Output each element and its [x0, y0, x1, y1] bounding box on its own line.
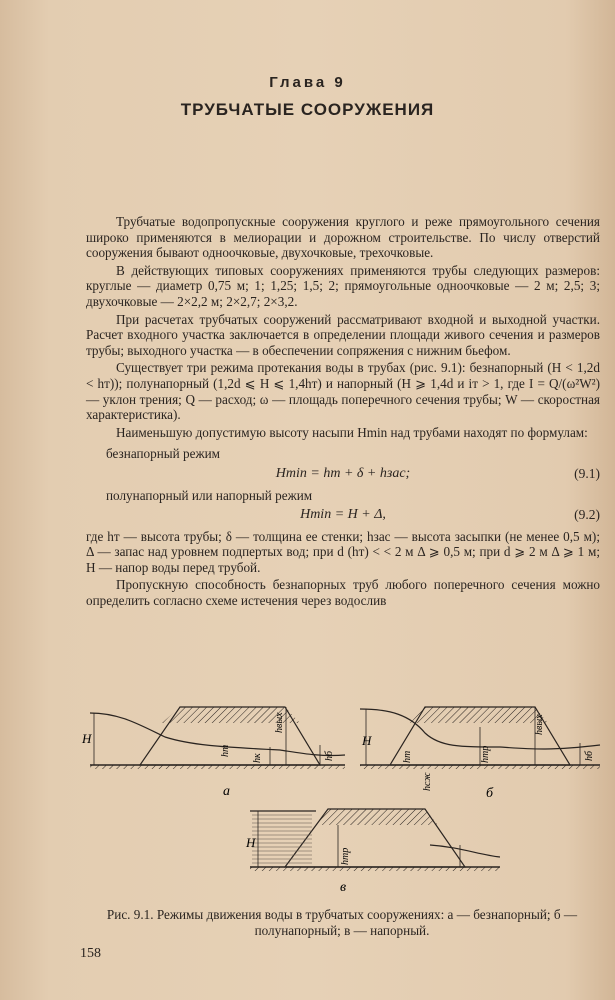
paragraph-definitions: где hт — высота трубы; δ — толщина ее стенки; hзас — высота засыпки (не менее 0,5 м); Δ — запас над уровнем подпертых вод; при d (hт) < < 2 м Δ ⩾ 0,5 м; при d ⩾ 2 м Δ ⩾ 1 м; H — напор воды перед трубой.	[86, 528, 600, 575]
downstream-water-v	[430, 845, 500, 857]
label-hb-b: hб	[584, 750, 595, 761]
label-htr-b: hтр	[480, 745, 491, 763]
label-hb-a: hб	[324, 750, 335, 761]
label-sub-a: а	[223, 784, 230, 799]
formula-1-label: безнапорный режим	[106, 446, 220, 462]
label-H-a: H	[82, 731, 92, 746]
formula-2	[86, 507, 600, 523]
label-sub-v: в	[340, 880, 347, 895]
paragraph-4: Существует три режима протекания воды в трубах (рис. 9.1): безнапорный (H < 1,2d < hт)); полунапорный (1,2d ⩽ H ⩽ 1,4hт) и напорный (H ⩾ 1,4d и iт > 1, где I = Q/(ω²W²) — уклон трения; Q — расход; ω — площадь поперечного сечения трубы; W — скоростная характеристика).	[86, 360, 600, 423]
paragraph-1: Трубчатые водопропускные сооружения круглого и реже прямоугольного сечения широко применяются в мелиорации и дорожном строительстве. По числу отверстий сооружения бывают одноочковые, двухочковые, трехочковые.	[86, 214, 600, 261]
body-text	[86, 214, 600, 609]
diagram-a	[90, 707, 345, 769]
label-hT-b: hт	[402, 750, 413, 763]
label-hvyx-a: hвых	[274, 712, 285, 733]
chapter-label: Глава 9	[269, 74, 346, 91]
formula-1-number: (9.1)	[574, 465, 600, 481]
label-sub-b: б	[486, 786, 494, 801]
chapter-title: ТРУБЧАТЫЕ СООРУЖЕНИЯ	[180, 100, 435, 119]
page-number: 158	[80, 946, 101, 961]
paragraph-3: При расчетах трубчатых сооружений рассматривают входной и выходной участки. Расчет входного участка заключается в определении площади живого сечения и размеров трубы; выходного участка — в обеспечении сопряжения с нижним бьефом.	[86, 311, 600, 358]
figure-caption: Рис. 9.1. Режимы движения воды в трубчатых сооружениях: а — безнапорный; б — полунапорный; в — напорный.	[106, 907, 578, 938]
label-hT-a: hт	[220, 744, 231, 757]
formula-2-expression: Hmin = H + Δ,	[300, 507, 386, 523]
formula-2-label: полунапорный или напорный режим	[106, 487, 313, 503]
formula-1-expression: Hmin = hт + δ + hзас;	[275, 465, 411, 481]
label-hcs-b: hсж	[422, 772, 433, 791]
paragraph-6: Пропускную способность безнапорных труб любого поперечного сечения можно определить согласно схеме истечения через водослив	[86, 577, 600, 609]
diagram-v	[250, 809, 500, 871]
paragraph-5: Наименьшую допустимую высоту насыпи Hmin над трубами находят по формулам:	[116, 424, 588, 440]
label-H-b: H	[362, 733, 372, 748]
formula-2-number: (9.2)	[574, 507, 600, 523]
label-hvyx-b: hвых	[534, 714, 545, 735]
paragraph-2: В действующих типовых сооружениях применяются трубы следующих размеров: круглые — диаметр 0,75 м; 1; 1,25; 1,5; 2; прямоугольные одноочковые — 2 м; 2,5; 3; двухочковые — 2×2,2 м; 2×2,7; 2×3,2.	[86, 262, 600, 309]
label-htr-v: hтр	[340, 847, 351, 865]
figure-9-1	[80, 685, 605, 910]
formula-1	[86, 466, 600, 482]
label-H-v: H	[246, 835, 256, 850]
label-hk-a: hк	[252, 753, 263, 763]
